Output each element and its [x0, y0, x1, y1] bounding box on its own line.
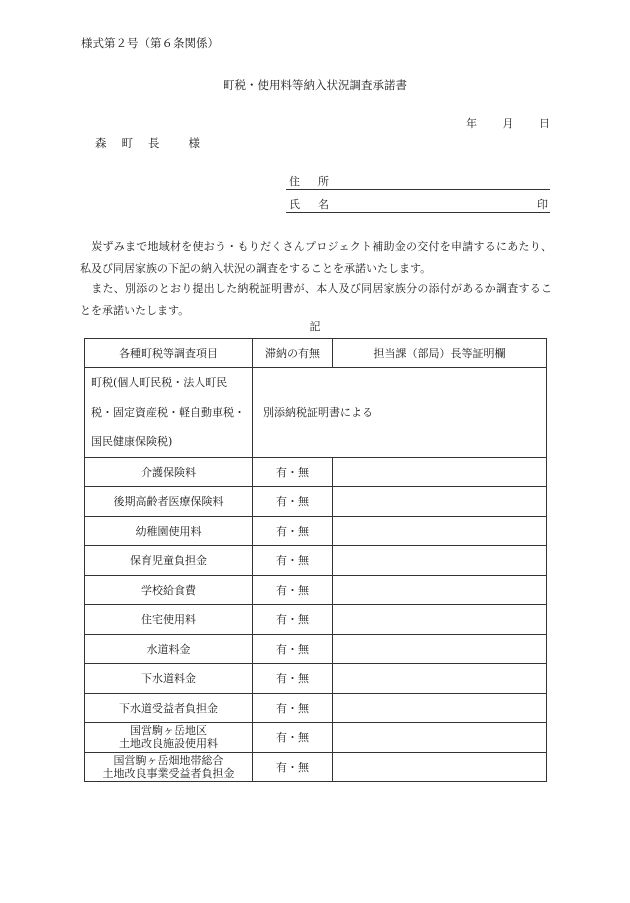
date-year-label: 年: [466, 117, 477, 130]
addressee-town: 森: [95, 136, 108, 150]
survey-table: [84, 338, 547, 782]
row-certification-cell[interactable]: [333, 487, 547, 517]
row-certification-cell[interactable]: [333, 605, 547, 635]
table-row: [85, 634, 547, 664]
table-row: [85, 752, 547, 782]
form-number: 様式第２号（第６条関係）: [81, 36, 219, 50]
row-status[interactable]: 有・無: [253, 752, 333, 782]
row-item: 国営駒ヶ岳地区 土地改良施設使用料: [85, 723, 253, 753]
table-row: [85, 575, 547, 605]
name-label: 氏 名: [289, 198, 329, 211]
row-status[interactable]: 有・無: [253, 693, 333, 723]
row-item: 学校給食費: [85, 575, 253, 605]
date-day-label: 日: [539, 117, 550, 130]
row-status[interactable]: 有・無: [253, 487, 333, 517]
table-row: [85, 664, 547, 694]
table-row: [85, 546, 547, 576]
header-item: 各種町税等調査項目: [85, 339, 253, 368]
row-certification-cell[interactable]: [333, 546, 547, 576]
table-row-town-tax: [85, 368, 547, 458]
seal-mark: 印: [537, 198, 548, 211]
row-status[interactable]: 有・無: [253, 575, 333, 605]
document-title: 町税・使用料等納入状況調査承諾書: [223, 78, 407, 92]
row-status[interactable]: 有・無: [253, 723, 333, 753]
ki-heading: 記: [309, 320, 321, 333]
row-item: 住宅使用料: [85, 605, 253, 635]
table-row: [85, 457, 547, 487]
address-field[interactable]: [286, 173, 550, 190]
row-status[interactable]: 有・無: [253, 664, 333, 694]
consent-paragraph-2: また、別添のとおり提出した納税証明書が、本人及び同居家族分の添付があるか調査することを承諾いたします。: [80, 282, 552, 317]
table-row: [85, 516, 547, 546]
table-row: [85, 605, 547, 635]
row-certification-cell[interactable]: [333, 575, 547, 605]
header-certification: 担当課（部局）長等証明欄: [333, 339, 547, 368]
row-status[interactable]: 有・無: [253, 516, 333, 546]
consent-paragraph-1: 炭ずみまで地域材を使おう・もりだくさんプロジェクト補助金の交付を申請するにあたり、私及び同居家族の下記の納入状況の調査をすることを承諾いたします。: [80, 240, 552, 275]
row-item: 下水道受益者負担金: [85, 693, 253, 723]
row-status[interactable]: 有・無: [253, 546, 333, 576]
row-certification-cell[interactable]: [333, 693, 547, 723]
row-certification-cell[interactable]: [333, 723, 547, 753]
row-item: 幼稚園使用料: [85, 516, 253, 546]
town-tax-note: 別添納税証明書による: [253, 368, 547, 458]
name-field[interactable]: [286, 196, 550, 213]
date-month-label: 月: [502, 117, 514, 130]
row-status[interactable]: 有・無: [253, 634, 333, 664]
row-certification-cell[interactable]: [333, 752, 547, 782]
row-item: 介護保険料: [85, 457, 253, 487]
row-item: 下水道料金: [85, 664, 253, 694]
row-status[interactable]: 有・無: [253, 605, 333, 635]
row-status[interactable]: 有・無: [253, 457, 333, 487]
table-row: [85, 487, 547, 517]
table-row: [85, 693, 547, 723]
row-certification-cell[interactable]: [333, 516, 547, 546]
addressee-title: 長: [148, 136, 161, 150]
addressee: [95, 135, 201, 151]
row-item: 水道料金: [85, 634, 253, 664]
row-item: 国営駒ヶ岳畑地帯総合 土地改良事業受益者負担金: [85, 752, 253, 782]
address-label: 住 所: [289, 175, 329, 188]
row-certification-cell[interactable]: [333, 664, 547, 694]
row-certification-cell[interactable]: [333, 457, 547, 487]
town-tax-item: 町税(個人町民税・法人町民 税・固定資産税・軽自動車税・ 国民健康保険税): [85, 368, 253, 458]
row-certification-cell[interactable]: [333, 634, 547, 664]
date-line: [444, 115, 550, 131]
row-item: 後期高齢者医療保険料: [85, 487, 253, 517]
table-header-row: [85, 339, 547, 368]
addressee-mayor: 町: [121, 136, 134, 150]
row-item: 保育児童負担金: [85, 546, 253, 576]
table-row: [85, 723, 547, 753]
header-arrears: 滞納の有無: [253, 339, 333, 368]
addressee-honorific: 様: [188, 136, 201, 150]
